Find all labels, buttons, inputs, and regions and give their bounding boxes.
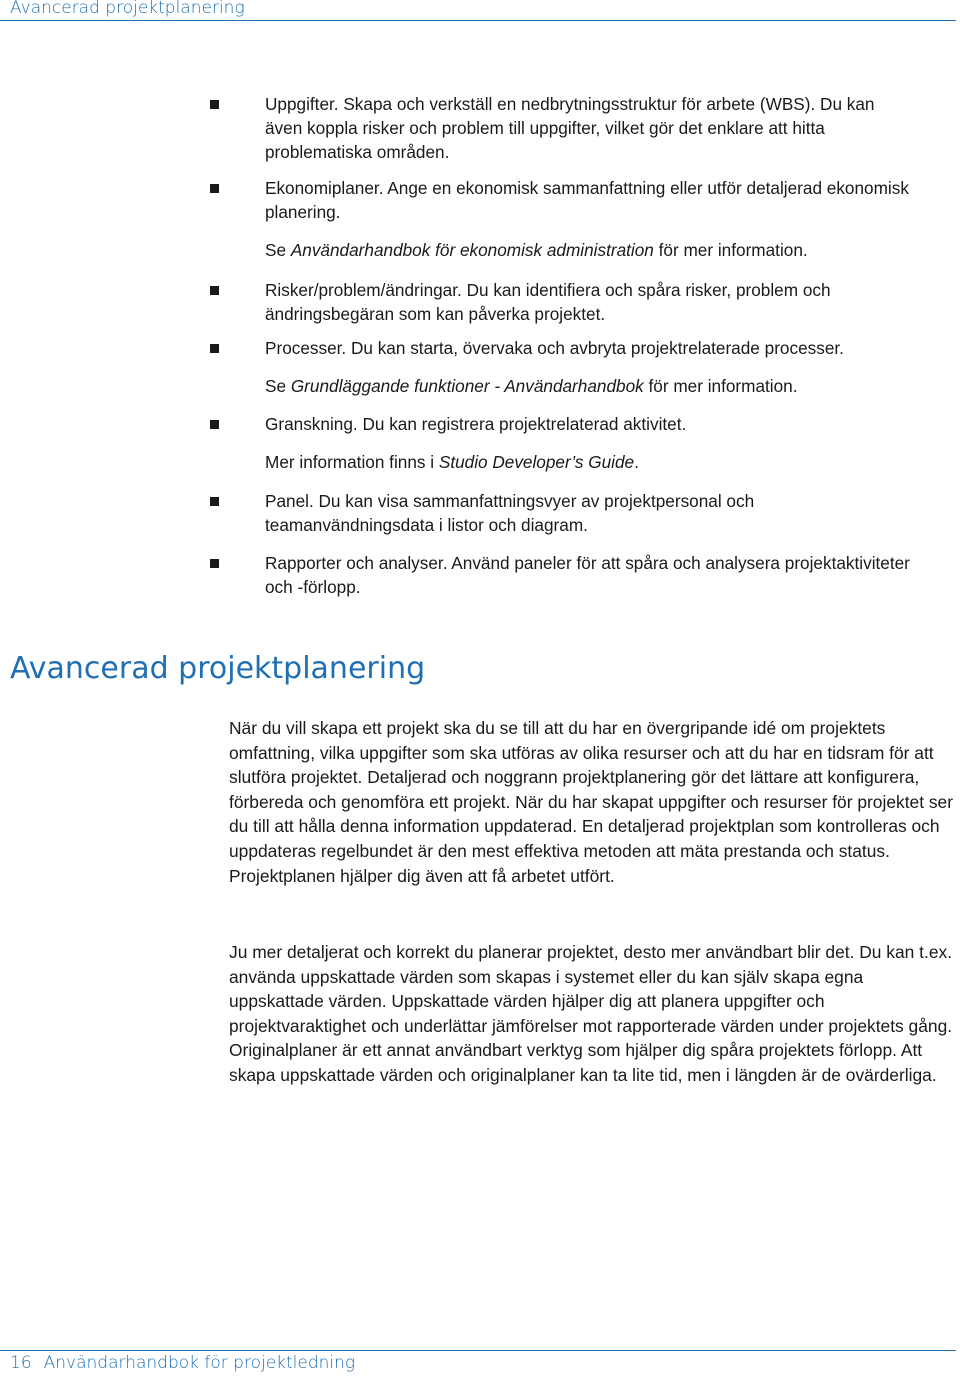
list-item-text: Processer. Du kan starta, övervaka och avbryta projektrelaterade processer. — [265, 338, 844, 358]
square-bullet-icon — [210, 559, 219, 568]
body-paragraph: När du vill skapa ett projekt ska du se till att du har en övergripande idé om projektets omfattning, vilka uppgifter som ska utföras av olika resurser och att du har en tidsram för att slutföra projektet. Detaljerad och noggrann projektplanering gör det lättare att konfigurera, förbereda och genomföra ett projekt. När du har skapat uppgifter och resurser för projektet ser du till att hålla denna information uppdaterad. En detaljerad projektplan som kontrolleras och uppdateras regelbundet är den mest effektiva metoden att mäta prestanda och status. Projektplanen hjälper dig även att få arbetet utfört. — [229, 718, 954, 886]
note-suffix: för mer information. — [643, 376, 798, 396]
footer-book-title: Användarhandbok för projektledning — [43, 1353, 356, 1373]
page-number: 16 — [10, 1353, 32, 1373]
page-footer — [10, 1353, 355, 1373]
square-bullet-icon — [210, 420, 219, 429]
running-header: Avancerad projektplanering — [10, 0, 245, 18]
bullet-list — [210, 92, 910, 611]
list-item — [210, 336, 910, 412]
note-suffix: . — [634, 452, 639, 472]
note-suffix: för mer information. — [653, 240, 808, 260]
list-item-note — [265, 238, 910, 262]
list-item — [210, 489, 910, 551]
list-item-text: Panel. Du kan visa sammanfattningsvyer av projektpersonal och teamanvändningsdata i listor och diagram. — [265, 491, 755, 535]
list-item — [210, 278, 910, 336]
note-reference: Användarhandbok för ekonomisk administration — [290, 240, 654, 260]
list-item — [210, 92, 910, 176]
note-prefix: Se — [265, 240, 291, 260]
header-rule — [0, 20, 956, 21]
note-prefix: Se — [265, 376, 291, 396]
square-bullet-icon — [210, 344, 219, 353]
list-item — [210, 176, 910, 278]
list-item-text: Rapporter och analyser. Använd paneler för att spåra och analysera projektaktiviteter och -förlopp. — [265, 553, 910, 597]
list-item — [210, 412, 910, 489]
note-reference: Grundläggande funktioner - Användarhandbok — [290, 376, 644, 396]
square-bullet-icon — [210, 286, 219, 295]
list-item-text: Granskning. Du kan registrera projektrelaterad aktivitet. — [265, 414, 687, 434]
footer-rule — [0, 1350, 956, 1351]
list-item — [210, 551, 910, 611]
body-paragraph: Ju mer detaljerat och korrekt du planerar projektet, desto mer användbart blir det. Du kan t.ex. använda uppskattade värden som skapas i systemet eller du kan själv skapa egna uppskattade värden. Uppskattade värden hjälper dig att planera uppgifter och projektvaraktighet och underlättar jämförelser mot rapporterade värden under projektets gång. Originalplaner är ett annat användbart verktyg som hjälper dig spåra projektets förlopp. Att skapa uppskattade värden och originalplaner kan ta lite tid, men i längden är de ovärderliga. — [229, 942, 953, 1085]
list-item-note — [265, 374, 910, 398]
square-bullet-icon — [210, 184, 219, 193]
list-item-text: Risker/problem/ändringar. Du kan identifiera och spåra risker, problem och ändringsbegäran som kan påverka projektet. — [265, 280, 831, 324]
section-heading: Avancerad projektplanering — [10, 651, 426, 686]
list-item-note — [265, 450, 910, 474]
square-bullet-icon — [210, 100, 219, 109]
note-reference: Studio Developer’s Guide — [438, 452, 635, 472]
list-item-text: Ekonomiplaner. Ange en ekonomisk sammanfattning eller utför detaljerad ekonomisk planering. — [265, 178, 909, 222]
note-prefix: Mer information finns i — [265, 452, 439, 472]
list-item-text: Uppgifter. Skapa och verkställ en nedbrytningsstruktur för arbete (WBS). Du kan även koppla risker och problem till uppgifter, vilket gör det enklare att hitta problematiska områden. — [265, 94, 875, 162]
square-bullet-icon — [210, 497, 219, 506]
